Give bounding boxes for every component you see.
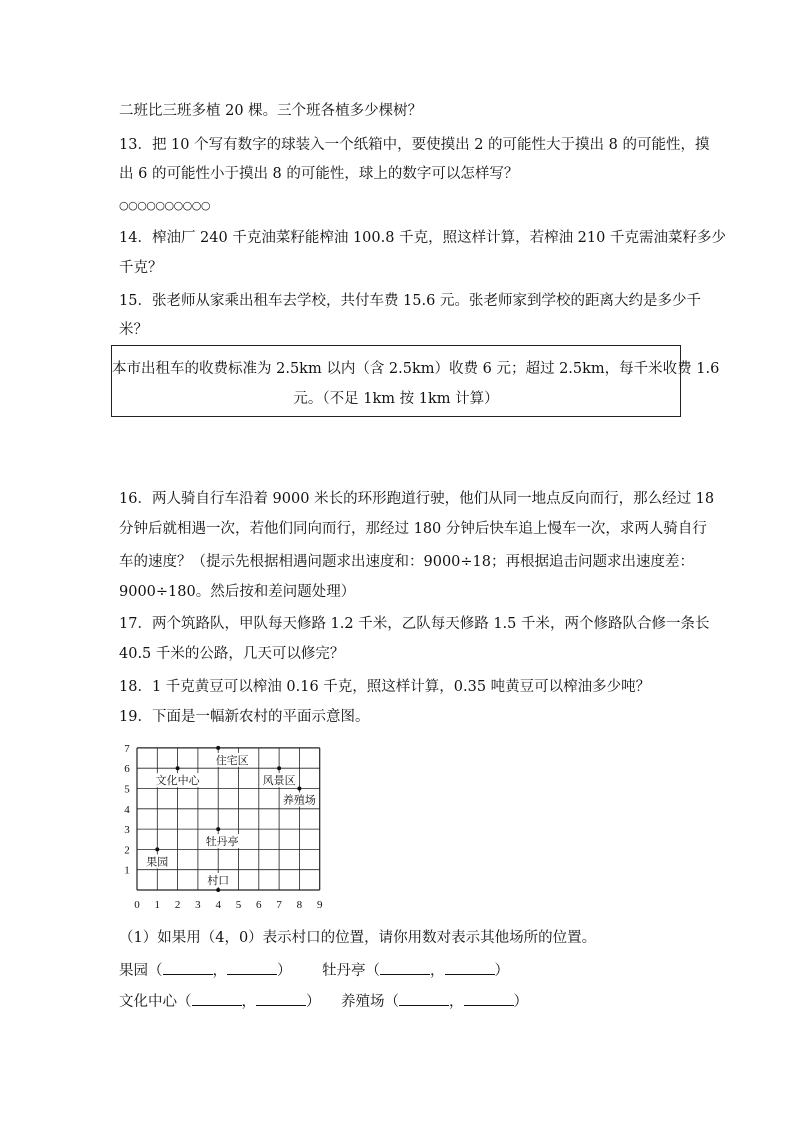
y-tick-label: 6 <box>124 763 130 776</box>
answer-label: 养殖场（ <box>341 994 399 1010</box>
place-label: 村口 <box>207 874 230 887</box>
y-tick-label: 4 <box>124 803 130 816</box>
place-point <box>176 766 180 770</box>
answer-label: 牡丹亭（ <box>322 963 380 979</box>
q16-line1: 16．两人骑自行车沿着 9000 米长的环形跑道行驶，他们从同一地点反向而行，那么经过 18 <box>119 491 715 507</box>
answer-blank[interactable] <box>163 962 213 975</box>
q13-line1: 13．把 10 个写有数字的球装入一个纸箱中，要使摸出 2 的可能性大于摸出 8 的可能性，摸 <box>119 137 710 153</box>
x-tick-label: 6 <box>256 899 262 911</box>
answer-culture-center: 文化中心（ ， ） <box>119 994 321 1010</box>
x-tick-label: 1 <box>154 899 161 911</box>
place-label: 文化中心 <box>155 774 200 788</box>
place-label: 风景区 <box>262 774 296 788</box>
village-map <box>115 740 330 915</box>
taxi-fare-box <box>111 345 720 417</box>
q15-line1: 15．张老师从家乘出租车去学校，共付车费 15.6 元。张老师家到学校的距离大约是多少千 <box>119 293 701 309</box>
place-label: 果园 <box>146 855 169 869</box>
x-tick-label: 2 <box>174 899 181 911</box>
place-label: 住宅区 <box>215 753 249 767</box>
answer-blank[interactable] <box>464 993 514 1006</box>
y-tick-label: 1 <box>124 864 130 877</box>
place-point <box>277 766 281 770</box>
place-label: 养殖场 <box>282 793 316 807</box>
place-point <box>216 888 220 892</box>
answer-label: 果园（ <box>119 963 163 979</box>
answer-circles: ○○○○○○○○○○ <box>119 199 210 212</box>
answer-blank[interactable] <box>227 962 277 975</box>
village-map-grid <box>115 740 330 915</box>
y-tick-label: 7 <box>124 742 130 755</box>
x-tick-label: 4 <box>215 899 221 911</box>
q19-part1: （1）如果用（4，0）表示村口的位置，请你用数对表示其他场所的位置。 <box>119 930 597 946</box>
x-tick-label: 8 <box>296 899 303 911</box>
answer-peony-pavilion: 牡丹亭（ ， ） <box>322 963 509 979</box>
q17-line2: 40.5 千米的公路，几天可以修完？ <box>119 646 345 662</box>
q18: 18．1 千克黄豆可以榨油 0.16 千克，照这样计算，0.35 吨黄豆可以榨油多少吨？ <box>119 679 651 695</box>
answer-label: 文化中心（ <box>119 994 192 1010</box>
x-tick-label: 0 <box>134 899 140 911</box>
answer-farm: 养殖场（ ， ） <box>341 994 528 1010</box>
q17-line1: 17．两个筑路队，甲队每天修路 1.2 千米，乙队每天修路 1.5 千米，两个修路队合修一条长 <box>119 616 710 632</box>
place-point <box>297 787 301 791</box>
q19: 19．下面是一幅新农村的平面示意图。 <box>119 709 370 725</box>
taxi-fare-line1: 本市出租车的收费标准为 2.5km 以内（含 2.5km）收费 6 元；超过 2.5km，每千米收费 1.6 <box>112 361 720 377</box>
answer-blank[interactable] <box>192 993 242 1006</box>
place-label: 牡丹亭 <box>205 835 239 849</box>
y-tick-label: 2 <box>124 844 130 857</box>
place-point <box>216 746 220 750</box>
place-point <box>216 827 220 831</box>
y-tick-label: 5 <box>124 783 130 796</box>
q14-line1: 14．榨油厂 240 千克油菜籽能榨油 100.8 千克，照这样计算，若榨油 210 千克需油菜籽多少 <box>119 230 726 246</box>
taxi-fare-line2: 元。（不足 1km 按 1km 计算） <box>293 391 499 407</box>
answer-blank[interactable] <box>380 962 430 975</box>
y-tick-label: 3 <box>124 824 130 837</box>
x-tick-label: 7 <box>276 899 282 911</box>
answer-blank[interactable] <box>256 993 306 1006</box>
q16-line3: 车的速度？（提示先根据相遇问题求出速度和：9000÷18；再根据追击问题求出速度差： <box>119 554 694 570</box>
answer-blank[interactable] <box>399 993 449 1006</box>
place-point <box>155 847 159 851</box>
x-tick-label: 3 <box>195 899 201 911</box>
q12-continuation: 二班比三班多植 20 棵。三个班各植多少棵树？ <box>119 103 423 119</box>
answer-blank[interactable] <box>445 962 495 975</box>
answer-orchard: 果园（ ， ） <box>119 963 292 979</box>
q14-line2: 千克？ <box>119 260 163 276</box>
q13-line2: 出 6 的可能性小于摸出 8 的可能性，球上的数字可以怎样写？ <box>119 166 519 182</box>
q16-line4: 9000÷180。然后按和差问题处理） <box>119 584 356 600</box>
x-tick-label: 9 <box>316 899 323 911</box>
x-tick-label: 5 <box>235 899 242 911</box>
q16-line2: 分钟后就相遇一次，若他们同向而行，那经过 180 分钟后快车追上慢车一次，求两人骑自行 <box>119 521 707 537</box>
q15-line2: 米？ <box>119 322 148 338</box>
